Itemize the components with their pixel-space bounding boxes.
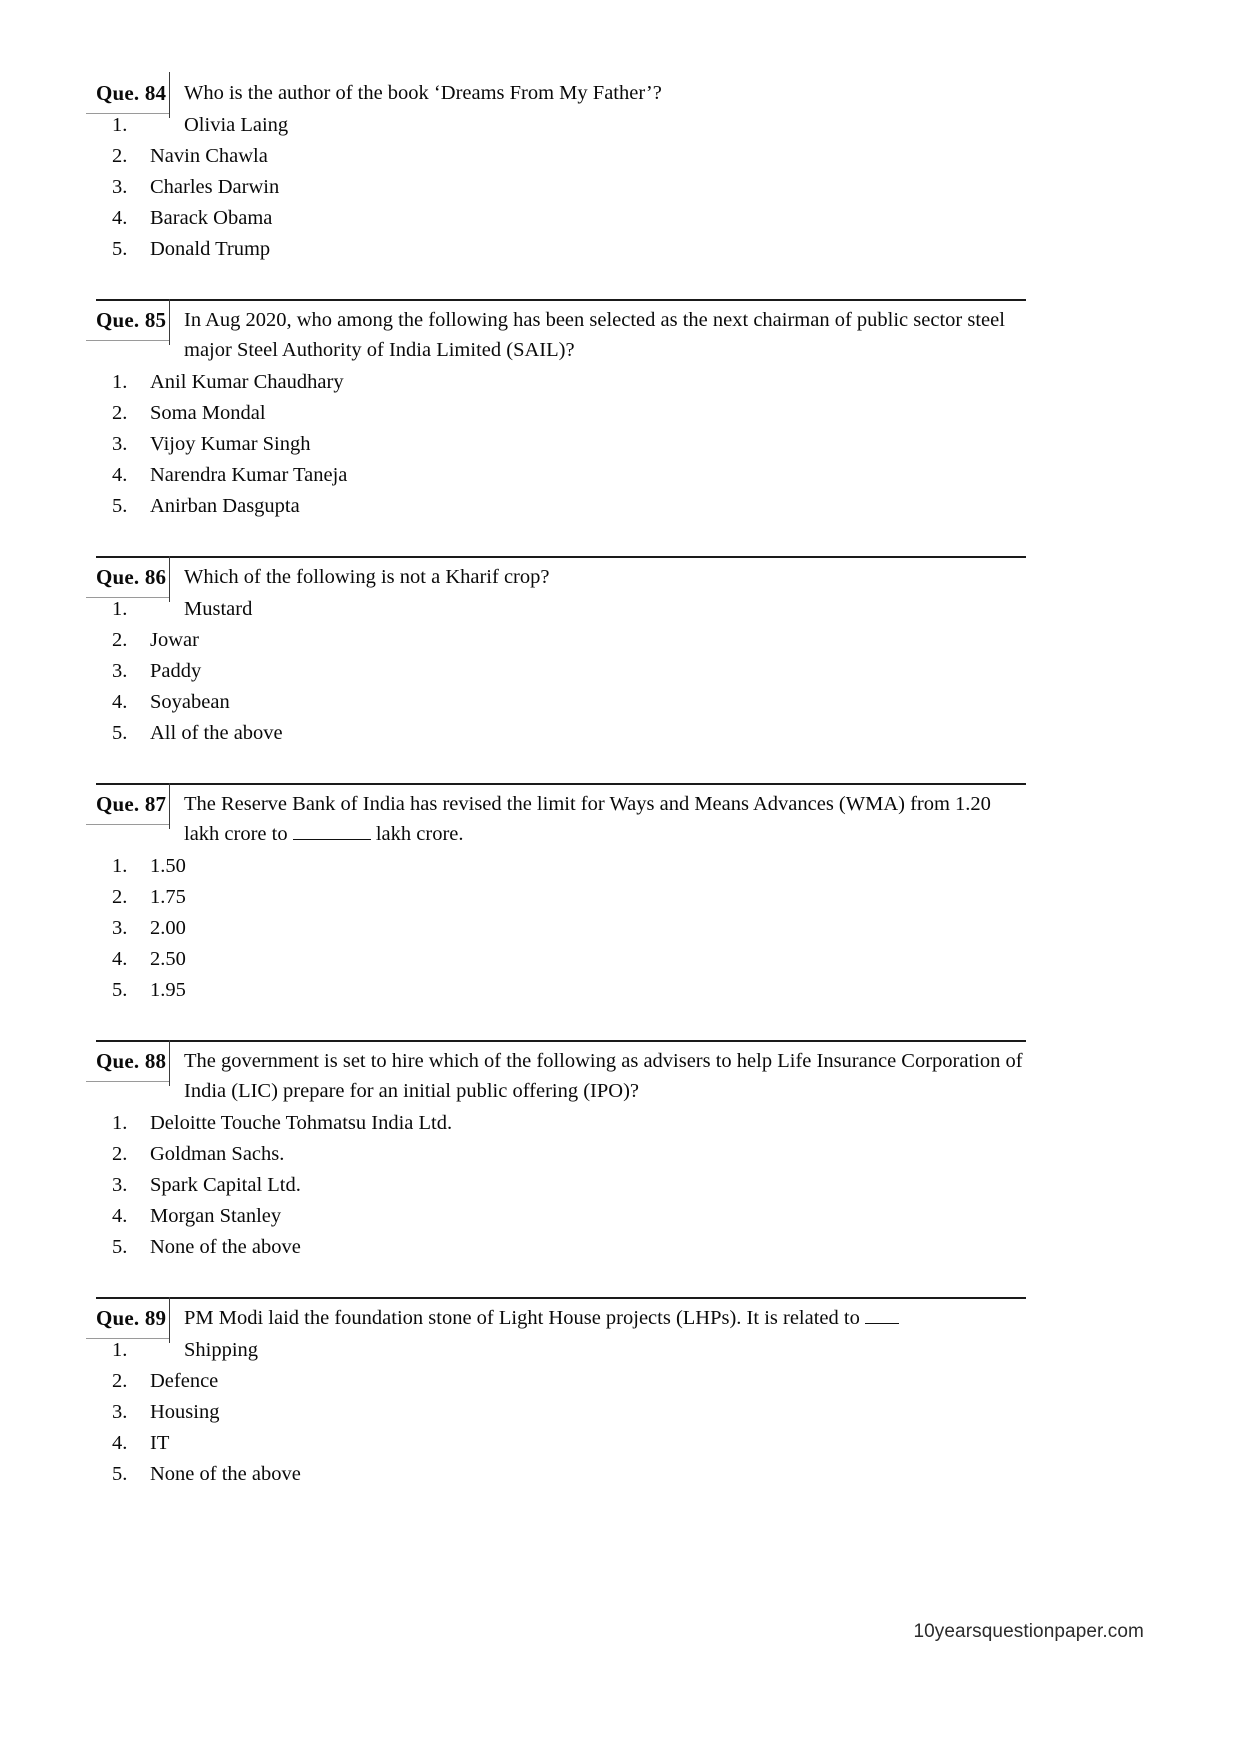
option-text: Goldman Sachs. [150,1143,285,1165]
question-number-label: Que. 85 [96,305,168,335]
option-number: 1. [112,371,128,393]
option-number: 3. [112,660,128,682]
option-number: 4. [112,1432,128,1454]
option-number: 4. [112,464,128,486]
question-block [96,299,1026,522]
question-text-part: PM Modi laid the foundation stone of Light House projects (LHPs). It is related to [184,1307,865,1329]
option-item[interactable] [96,687,1026,718]
option-number: 5. [112,722,128,744]
question-separator-rule [96,1040,1026,1042]
option-text: Morgan Stanley [150,1205,282,1227]
option-number: 2. [112,629,128,651]
footer-watermark: 10yearsquestionpaper.com [913,1621,1144,1642]
fill-in-blank [293,839,371,840]
option-number: 2. [112,402,128,424]
option-text: Deloitte Touche Tohmatsu India Ltd. [150,1112,453,1134]
question-number-label: Que. 87 [96,789,168,819]
option-item[interactable] [96,1459,1026,1490]
question-header [96,72,1026,108]
option-text: Anirban Dasgupta [150,495,300,517]
question-number-label: Que. 84 [96,78,168,108]
option-item[interactable] [96,1201,1026,1232]
option-number: 5. [112,238,128,260]
option-item[interactable] [96,1397,1026,1428]
question-text: Who is the author of the book ‘Dreams From My Father’? [184,82,662,104]
option-text: None of the above [150,1463,301,1485]
option-item[interactable] [96,172,1026,203]
option-number: 5. [112,1463,128,1485]
option-text: Shipping [184,1339,259,1361]
option-list [96,367,1026,522]
option-text: Spark Capital Ltd. [150,1174,301,1196]
option-text: IT [150,1432,170,1454]
question-block [96,1297,1026,1490]
option-number: 4. [112,948,128,970]
option-number: 5. [112,1236,128,1258]
option-number: 2. [112,145,128,167]
option-number: 4. [112,1205,128,1227]
option-item[interactable] [96,656,1026,687]
option-text: Housing [150,1401,220,1423]
question-text-part: lakh crore. [370,823,464,845]
option-item[interactable] [96,1170,1026,1201]
question-block [96,556,1026,749]
option-item[interactable] [96,718,1026,749]
option-text: Donald Trump [150,238,271,260]
fill-in-blank [865,1323,899,1324]
option-number: 3. [112,176,128,198]
option-list [96,1108,1026,1263]
option-text: Barack Obama [150,207,273,229]
option-item[interactable] [96,975,1026,1006]
option-item[interactable] [96,1232,1026,1263]
question-header [96,556,1026,592]
question-block [96,783,1026,1006]
option-text: 2.00 [150,917,186,939]
option-text: None of the above [150,1236,301,1258]
option-item[interactable] [96,913,1026,944]
option-text: Narendra Kumar Taneja [150,464,348,486]
option-text: Anil Kumar Chaudhary [150,371,344,393]
question-text-part: The Reserve Bank of India has revised the limit for Ways and Means Advances (WMA) from 1.20 lakh crore to [184,793,991,845]
option-item[interactable] [96,1139,1026,1170]
question-number-label: Que. 89 [96,1303,168,1333]
question-text: The government is set to hire which of the following as advisers to help Life Insurance Corporation of India (LIC) prepare for an initial public offering (IPO)? [184,1050,1023,1102]
option-text: Olivia Laing [184,114,289,136]
option-number: 1. [112,598,128,620]
option-number: 1. [112,1112,128,1134]
option-item[interactable] [96,141,1026,172]
option-item[interactable] [96,1366,1026,1397]
option-text: Charles Darwin [150,176,280,198]
question-number-label: Que. 88 [96,1046,168,1076]
option-number: 1. [112,1339,128,1361]
question-separator-rule [96,556,1026,558]
option-text: 2.50 [150,948,186,970]
question-header [96,1040,1026,1106]
option-item[interactable] [96,491,1026,522]
option-text: All of the above [150,722,283,744]
option-text: Jowar [150,629,199,651]
option-text: Mustard [184,598,253,620]
option-item[interactable] [96,625,1026,656]
option-number: 2. [112,1370,128,1392]
option-number: 5. [112,979,128,1001]
option-item[interactable] [96,594,1026,625]
option-list [96,110,1026,265]
questions-container [96,72,1026,1524]
option-list [96,594,1026,749]
option-number: 4. [112,207,128,229]
option-number: 5. [112,495,128,517]
option-text: 1.50 [150,855,186,877]
question-header [96,783,1026,849]
option-text: Soyabean [150,691,230,713]
option-number: 1. [112,114,128,136]
question-separator-rule [96,299,1026,301]
option-number: 2. [112,886,128,908]
option-item[interactable] [96,1428,1026,1459]
option-text: 1.75 [150,886,186,908]
option-item[interactable] [96,851,1026,882]
option-text: 1.95 [150,979,186,1001]
option-number: 4. [112,691,128,713]
question-text [168,1303,1026,1333]
option-number: 3. [112,917,128,939]
question-separator-rule [96,1297,1026,1299]
option-item[interactable] [96,398,1026,429]
option-item[interactable] [96,1335,1026,1366]
option-text: Vijoy Kumar Singh [150,433,311,455]
option-item[interactable] [96,429,1026,460]
option-item[interactable] [96,234,1026,265]
question-block [96,1040,1026,1263]
option-number: 1. [112,855,128,877]
option-text: Defence [150,1370,219,1392]
option-item[interactable] [96,1108,1026,1139]
option-text: Paddy [150,660,202,682]
option-list [96,1335,1026,1490]
question-separator-rule [96,783,1026,785]
option-item[interactable] [96,110,1026,141]
option-number: 2. [112,1143,128,1165]
option-number: 3. [112,1401,128,1423]
question-header [96,299,1026,365]
option-text: Soma Mondal [150,402,266,424]
option-item[interactable] [96,367,1026,398]
question-number-label: Que. 86 [96,562,168,592]
question-text: Which of the following is not a Kharif crop? [184,566,550,588]
option-number: 3. [112,1174,128,1196]
option-number: 3. [112,433,128,455]
option-item[interactable] [96,944,1026,975]
option-item[interactable] [96,460,1026,491]
question-header [96,1297,1026,1333]
option-text: Navin Chawla [150,145,268,167]
option-list [96,851,1026,1006]
option-item[interactable] [96,882,1026,913]
option-item[interactable] [96,203,1026,234]
question-text [168,789,1026,849]
question-text: In Aug 2020, who among the following has been selected as the next chairman of public sector steel major Steel Authority of India Limited (SAIL)? [184,309,1005,361]
question-block [96,72,1026,265]
